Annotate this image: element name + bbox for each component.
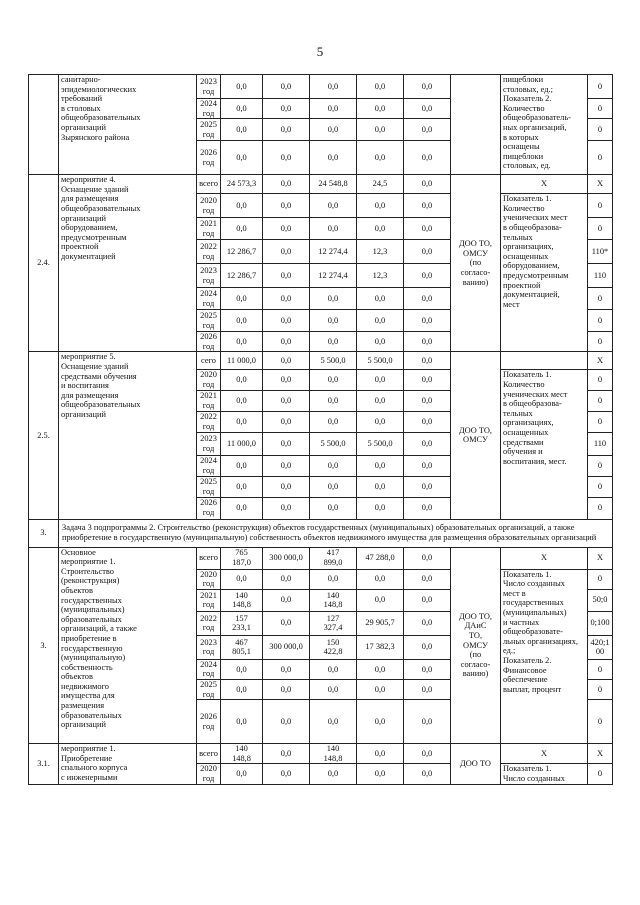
finance-value: 0,0 <box>404 75 451 99</box>
indicator-total: Х <box>501 744 588 764</box>
finance-value: 0,0 <box>310 700 357 744</box>
finance-value: 0,0 <box>263 497 310 519</box>
indicator-value: 0 <box>588 455 613 476</box>
row-number: 3.1. <box>29 744 59 784</box>
finance-value: 0,0 <box>404 264 451 288</box>
finance-value: 0,0 <box>221 288 263 310</box>
year-cell: 2023 год <box>197 432 221 455</box>
indicator-value: Х <box>588 744 613 764</box>
finance-value: 0,0 <box>263 700 310 744</box>
finance-value: 0,0 <box>310 75 357 99</box>
finance-value: 0,0 <box>404 659 451 679</box>
finance-value: 0,0 <box>357 700 404 744</box>
finance-value: 0,0 <box>263 455 310 476</box>
year-cell: 2020 год <box>197 370 221 390</box>
indicator-total: Х <box>501 547 588 569</box>
year-cell: 2020 год <box>197 764 221 784</box>
indicator-value: 110* <box>588 240 613 264</box>
indicator-value: 0 <box>588 310 613 332</box>
executor: ДОО ТО, ДАиС ТО, ОМСУ (по согласо- ванию) <box>451 547 501 744</box>
finance-value: 0,0 <box>357 310 404 332</box>
indicator-value: 0 <box>588 370 613 390</box>
finance-value: 24,5 <box>357 175 404 194</box>
measure-description: мероприятие 1. Приобретение спального корпуса с инженерными <box>59 744 197 784</box>
indicator-description: Показатель 1. Количество ученических мест в общеобразова- тельных организациях, оснащенных оборудованием, предусмотренным проектной документацией, мест <box>501 194 588 352</box>
finance-value: 0,0 <box>221 679 263 699</box>
finance-value: 17 382,3 <box>357 635 404 659</box>
indicator-value: 0 <box>588 390 613 411</box>
finance-value: 0,0 <box>221 218 263 240</box>
finance-value: 0,0 <box>404 141 451 175</box>
finance-value: 0,0 <box>404 744 451 764</box>
indicator-value: 50;0 <box>588 589 613 611</box>
finance-value: 0,0 <box>221 99 263 119</box>
year-cell: 2024 год <box>197 99 221 119</box>
table-row <box>29 547 613 569</box>
finance-value: 0,0 <box>263 264 310 288</box>
measure-description: мероприятие 4. Оснащение зданий для размещения общеобразовательных организаций оборудованием, предусмотренным проектной документацией <box>59 175 197 352</box>
task-row <box>29 519 613 547</box>
finance-value: 0,0 <box>310 659 357 679</box>
indicator-value: 110 <box>588 264 613 288</box>
finance-value: 0,0 <box>310 99 357 119</box>
year-cell: 2022 год <box>197 611 221 635</box>
table-row <box>29 744 613 764</box>
finance-value: 5 500,0 <box>310 432 357 455</box>
year-cell: 2025 год <box>197 310 221 332</box>
finance-value: 0,0 <box>263 141 310 175</box>
finance-value: 0,0 <box>404 569 451 589</box>
indicator-value: 0;100 <box>588 611 613 635</box>
row-number: 2.5. <box>29 352 59 519</box>
finance-value: 0,0 <box>357 679 404 699</box>
indicator-value: 0 <box>588 218 613 240</box>
finance-value: 140 148,8 <box>221 589 263 611</box>
executor: ДОО ТО <box>451 744 501 784</box>
indicator-value: 0 <box>588 332 613 352</box>
finance-value: 0,0 <box>310 497 357 519</box>
year-cell: 2021 год <box>197 589 221 611</box>
finance-value: 140 148,8 <box>221 744 263 764</box>
year-cell: 2024 год <box>197 659 221 679</box>
finance-value: 0,0 <box>404 175 451 194</box>
indicator-description: Показатель 1. Количество ученических мест в общеобразова- тельных организациях, оснащенных средствами обучения и воспитания, мест. <box>501 370 588 519</box>
finance-value: 0,0 <box>357 194 404 218</box>
year-cell: 2026 год <box>197 700 221 744</box>
finance-value: 0,0 <box>357 370 404 390</box>
measure-description: Основное мероприятие 1. Строительство (реконструкция) объектов государственных (муниципальных) образовательных организаций, а также приобретение в государственную (муниципальную) собственность объектов недвижимого имущества для размещения образовательных организаций <box>59 547 197 744</box>
finance-value: 0,0 <box>221 659 263 679</box>
finance-value: 0,0 <box>263 764 310 784</box>
indicator-value: 0 <box>588 679 613 699</box>
finance-value: 0,0 <box>404 332 451 352</box>
finance-value: 0,0 <box>221 455 263 476</box>
finance-value: 12 274,4 <box>310 264 357 288</box>
finance-value: 24 573,3 <box>221 175 263 194</box>
row-number <box>29 75 59 175</box>
indicator-value: 0 <box>588 411 613 432</box>
finance-value: 0,0 <box>263 119 310 141</box>
indicator-value: 0 <box>588 119 613 141</box>
finance-value: 11 000,0 <box>221 432 263 455</box>
finance-value: 0,0 <box>221 310 263 332</box>
finance-value: 0,0 <box>263 589 310 611</box>
finance-value: 0,0 <box>263 352 310 370</box>
finance-value: 0,0 <box>310 390 357 411</box>
indicator-description: Показатель 1. Число созданных мест в государственных (муниципальных) и частных общеобразовате- льных организациях, ед.; Показатель 2. Финансовое обеспечение выплат, процент <box>501 569 588 744</box>
table-row <box>29 175 613 194</box>
indicator-value: Х <box>588 175 613 194</box>
finance-value: 0,0 <box>404 390 451 411</box>
finance-value: 300 000,0 <box>263 547 310 569</box>
finance-value: 157 233,1 <box>221 611 263 635</box>
finance-value: 0,0 <box>357 390 404 411</box>
finance-value: 0,0 <box>221 411 263 432</box>
finance-value: 417 899,0 <box>310 547 357 569</box>
year-cell: 2022 год <box>197 240 221 264</box>
finance-value: 150 422,8 <box>310 635 357 659</box>
year-cell: 2021 год <box>197 390 221 411</box>
finance-value: 0,0 <box>221 75 263 99</box>
measure-description: санитарно- эпидемиологических требований в столовых общеобразовательных организаций Зырянского района <box>59 75 197 175</box>
finance-value: 467 805,1 <box>221 635 263 659</box>
finance-value: 0,0 <box>263 194 310 218</box>
finance-value: 0,0 <box>263 99 310 119</box>
year-cell: 2023 год <box>197 75 221 99</box>
year-cell: всего <box>197 547 221 569</box>
finance-value: 0,0 <box>404 411 451 432</box>
finance-value: 0,0 <box>404 764 451 784</box>
finance-value: 300 000,0 <box>263 635 310 659</box>
finance-value: 0,0 <box>404 370 451 390</box>
indicator-value: 0 <box>588 569 613 589</box>
year-cell: 2023 год <box>197 264 221 288</box>
finance-value: 0,0 <box>357 764 404 784</box>
finance-value: 0,0 <box>263 679 310 699</box>
task-text: Задача 3 подпрограммы 2. Строительство (реконструкция) объектов государственных (муниципальных) образовательных организаций, а также приобретение в государственную (муниципальную) собственность объектов недвижимого имущества для размещения образовательных организаций <box>59 519 613 547</box>
indicator-total: Х <box>501 175 588 194</box>
indicator-value: 0 <box>588 288 613 310</box>
finance-value: 0,0 <box>263 476 310 497</box>
finance-value: 0,0 <box>263 175 310 194</box>
finance-value: 0,0 <box>357 455 404 476</box>
finance-value: 0,0 <box>357 288 404 310</box>
indicator-total <box>501 352 588 370</box>
finance-value: 0,0 <box>404 240 451 264</box>
finance-value: 24 548,8 <box>310 175 357 194</box>
finance-value: 0,0 <box>404 310 451 332</box>
year-cell: 2023 год <box>197 635 221 659</box>
year-cell: 2022 год <box>197 411 221 432</box>
finance-value: 5 500,0 <box>310 352 357 370</box>
table-row <box>29 75 613 99</box>
finance-value: 0,0 <box>263 218 310 240</box>
finance-value: 0,0 <box>221 764 263 784</box>
row-number: 2.4. <box>29 175 59 352</box>
finance-value: 0,0 <box>221 569 263 589</box>
year-cell: 2024 год <box>197 288 221 310</box>
finance-value: 0,0 <box>357 744 404 764</box>
finance-value: 12,3 <box>357 264 404 288</box>
page-number: 5 <box>316 44 324 59</box>
finance-value: 5 500,0 <box>357 352 404 370</box>
finance-value: 0,0 <box>357 75 404 99</box>
finance-value: 0,0 <box>310 476 357 497</box>
program-table <box>28 74 613 785</box>
finance-value: 0,0 <box>404 497 451 519</box>
finance-value: 0,0 <box>310 679 357 699</box>
finance-value: 0,0 <box>404 679 451 699</box>
finance-value: 0,0 <box>404 589 451 611</box>
finance-value: 0,0 <box>357 218 404 240</box>
finance-value: 0,0 <box>404 611 451 635</box>
executor <box>451 75 501 175</box>
indicator-value: 0 <box>588 141 613 175</box>
indicator-value: 420;1 00 <box>588 635 613 659</box>
finance-value: 0,0 <box>404 455 451 476</box>
executor: ДОО ТО, ОМСУ (по согласо- ванию) <box>451 175 501 352</box>
finance-value: 127 327,4 <box>310 611 357 635</box>
finance-value: 0,0 <box>310 218 357 240</box>
finance-value: 0,0 <box>263 288 310 310</box>
finance-value: 0,0 <box>357 141 404 175</box>
finance-value: 0,0 <box>310 411 357 432</box>
year-cell: сего <box>197 352 221 370</box>
finance-value: 0,0 <box>357 569 404 589</box>
finance-value: 0,0 <box>221 332 263 352</box>
finance-value: 0,0 <box>310 370 357 390</box>
finance-value: 0,0 <box>221 390 263 411</box>
finance-value: 0,0 <box>357 497 404 519</box>
year-cell: 2024 год <box>197 455 221 476</box>
year-cell: 2020 год <box>197 194 221 218</box>
finance-value: 0,0 <box>404 119 451 141</box>
finance-value: 0,0 <box>310 119 357 141</box>
finance-value: 47 288,0 <box>357 547 404 569</box>
measure-description: мероприятие 5. Оснащение зданий средствами обучения и воспитания для размещения общеобразовательных организаций <box>59 352 197 519</box>
year-cell: 2026 год <box>197 332 221 352</box>
finance-value: 140 148,8 <box>310 744 357 764</box>
indicator-description: Показатель 1. Число созданных <box>501 764 588 784</box>
finance-value: 765 187,0 <box>221 547 263 569</box>
finance-value: 0,0 <box>221 700 263 744</box>
finance-value: 0,0 <box>404 476 451 497</box>
finance-value: 0,0 <box>404 700 451 744</box>
finance-value: 0,0 <box>404 635 451 659</box>
finance-value: 0,0 <box>404 194 451 218</box>
finance-value: 0,0 <box>221 194 263 218</box>
finance-value: 0,0 <box>221 497 263 519</box>
year-cell: 2021 год <box>197 218 221 240</box>
indicator-value: 0 <box>588 764 613 784</box>
year-cell: 2025 год <box>197 679 221 699</box>
indicator-value: 0 <box>588 476 613 497</box>
finance-value: 0,0 <box>404 432 451 455</box>
finance-value: 0,0 <box>263 569 310 589</box>
year-cell: 2025 год <box>197 476 221 497</box>
finance-value: 0,0 <box>404 288 451 310</box>
finance-value: 0,0 <box>310 455 357 476</box>
finance-value: 12,3 <box>357 240 404 264</box>
year-cell: всего <box>197 744 221 764</box>
finance-value: 0,0 <box>221 141 263 175</box>
finance-value: 0,0 <box>310 288 357 310</box>
finance-value: 0,0 <box>310 194 357 218</box>
finance-value: 0,0 <box>263 411 310 432</box>
finance-value: 29 905,7 <box>357 611 404 635</box>
finance-value: 0,0 <box>357 411 404 432</box>
row-number: 3. <box>29 547 59 744</box>
year-cell: 2026 год <box>197 497 221 519</box>
finance-value: 0,0 <box>310 141 357 175</box>
finance-value: 0,0 <box>310 332 357 352</box>
finance-value: 0,0 <box>404 99 451 119</box>
finance-value: 0,0 <box>263 310 310 332</box>
finance-value: 5 500,0 <box>357 432 404 455</box>
finance-value: 0,0 <box>221 476 263 497</box>
finance-value: 0,0 <box>263 432 310 455</box>
finance-value: 0,0 <box>310 310 357 332</box>
finance-value: 0,0 <box>263 75 310 99</box>
indicator-value: 0 <box>588 75 613 99</box>
executor: ДОО ТО, ОМСУ <box>451 352 501 519</box>
indicator-value: 110 <box>588 432 613 455</box>
indicator-value: 0 <box>588 659 613 679</box>
finance-value: 0,0 <box>263 390 310 411</box>
finance-value: 0,0 <box>263 611 310 635</box>
finance-value: 12 274,4 <box>310 240 357 264</box>
finance-value: 0,0 <box>357 589 404 611</box>
finance-value: 0,0 <box>263 332 310 352</box>
finance-value: 0,0 <box>404 547 451 569</box>
indicator-value: 0 <box>588 700 613 744</box>
finance-value: 0,0 <box>357 119 404 141</box>
indicator-value: 0 <box>588 99 613 119</box>
finance-value: 0,0 <box>357 99 404 119</box>
indicator-description: пищеблоки столовых, ед.; Показатель 2. Количество общеобразователь- ных организаций, в которых оснащены пищеблоки столовых, ед. <box>501 75 588 175</box>
finance-value: 0,0 <box>404 352 451 370</box>
year-cell: 2025 год <box>197 119 221 141</box>
finance-value: 140 148,8 <box>310 589 357 611</box>
finance-value: 0,0 <box>357 659 404 679</box>
indicator-value: Х <box>588 547 613 569</box>
finance-value: 0,0 <box>357 332 404 352</box>
finance-value: 0,0 <box>221 119 263 141</box>
indicator-value: Х <box>588 352 613 370</box>
finance-value: 0,0 <box>310 764 357 784</box>
year-cell: всего <box>197 175 221 194</box>
finance-value: 0,0 <box>263 240 310 264</box>
finance-value: 0,0 <box>263 744 310 764</box>
indicator-value: 0 <box>588 497 613 519</box>
year-cell: 2026 год <box>197 141 221 175</box>
finance-value: 0,0 <box>404 218 451 240</box>
finance-value: 12 286,7 <box>221 240 263 264</box>
finance-value: 11 000,0 <box>221 352 263 370</box>
finance-value: 12 286,7 <box>221 264 263 288</box>
table-row <box>29 352 613 370</box>
finance-value: 0,0 <box>310 569 357 589</box>
year-cell: 2020 год <box>197 569 221 589</box>
finance-value: 0,0 <box>221 370 263 390</box>
finance-value: 0,0 <box>263 659 310 679</box>
finance-value: 0,0 <box>357 476 404 497</box>
indicator-value: 0 <box>588 194 613 218</box>
row-number: 3. <box>29 519 59 547</box>
finance-value: 0,0 <box>263 370 310 390</box>
